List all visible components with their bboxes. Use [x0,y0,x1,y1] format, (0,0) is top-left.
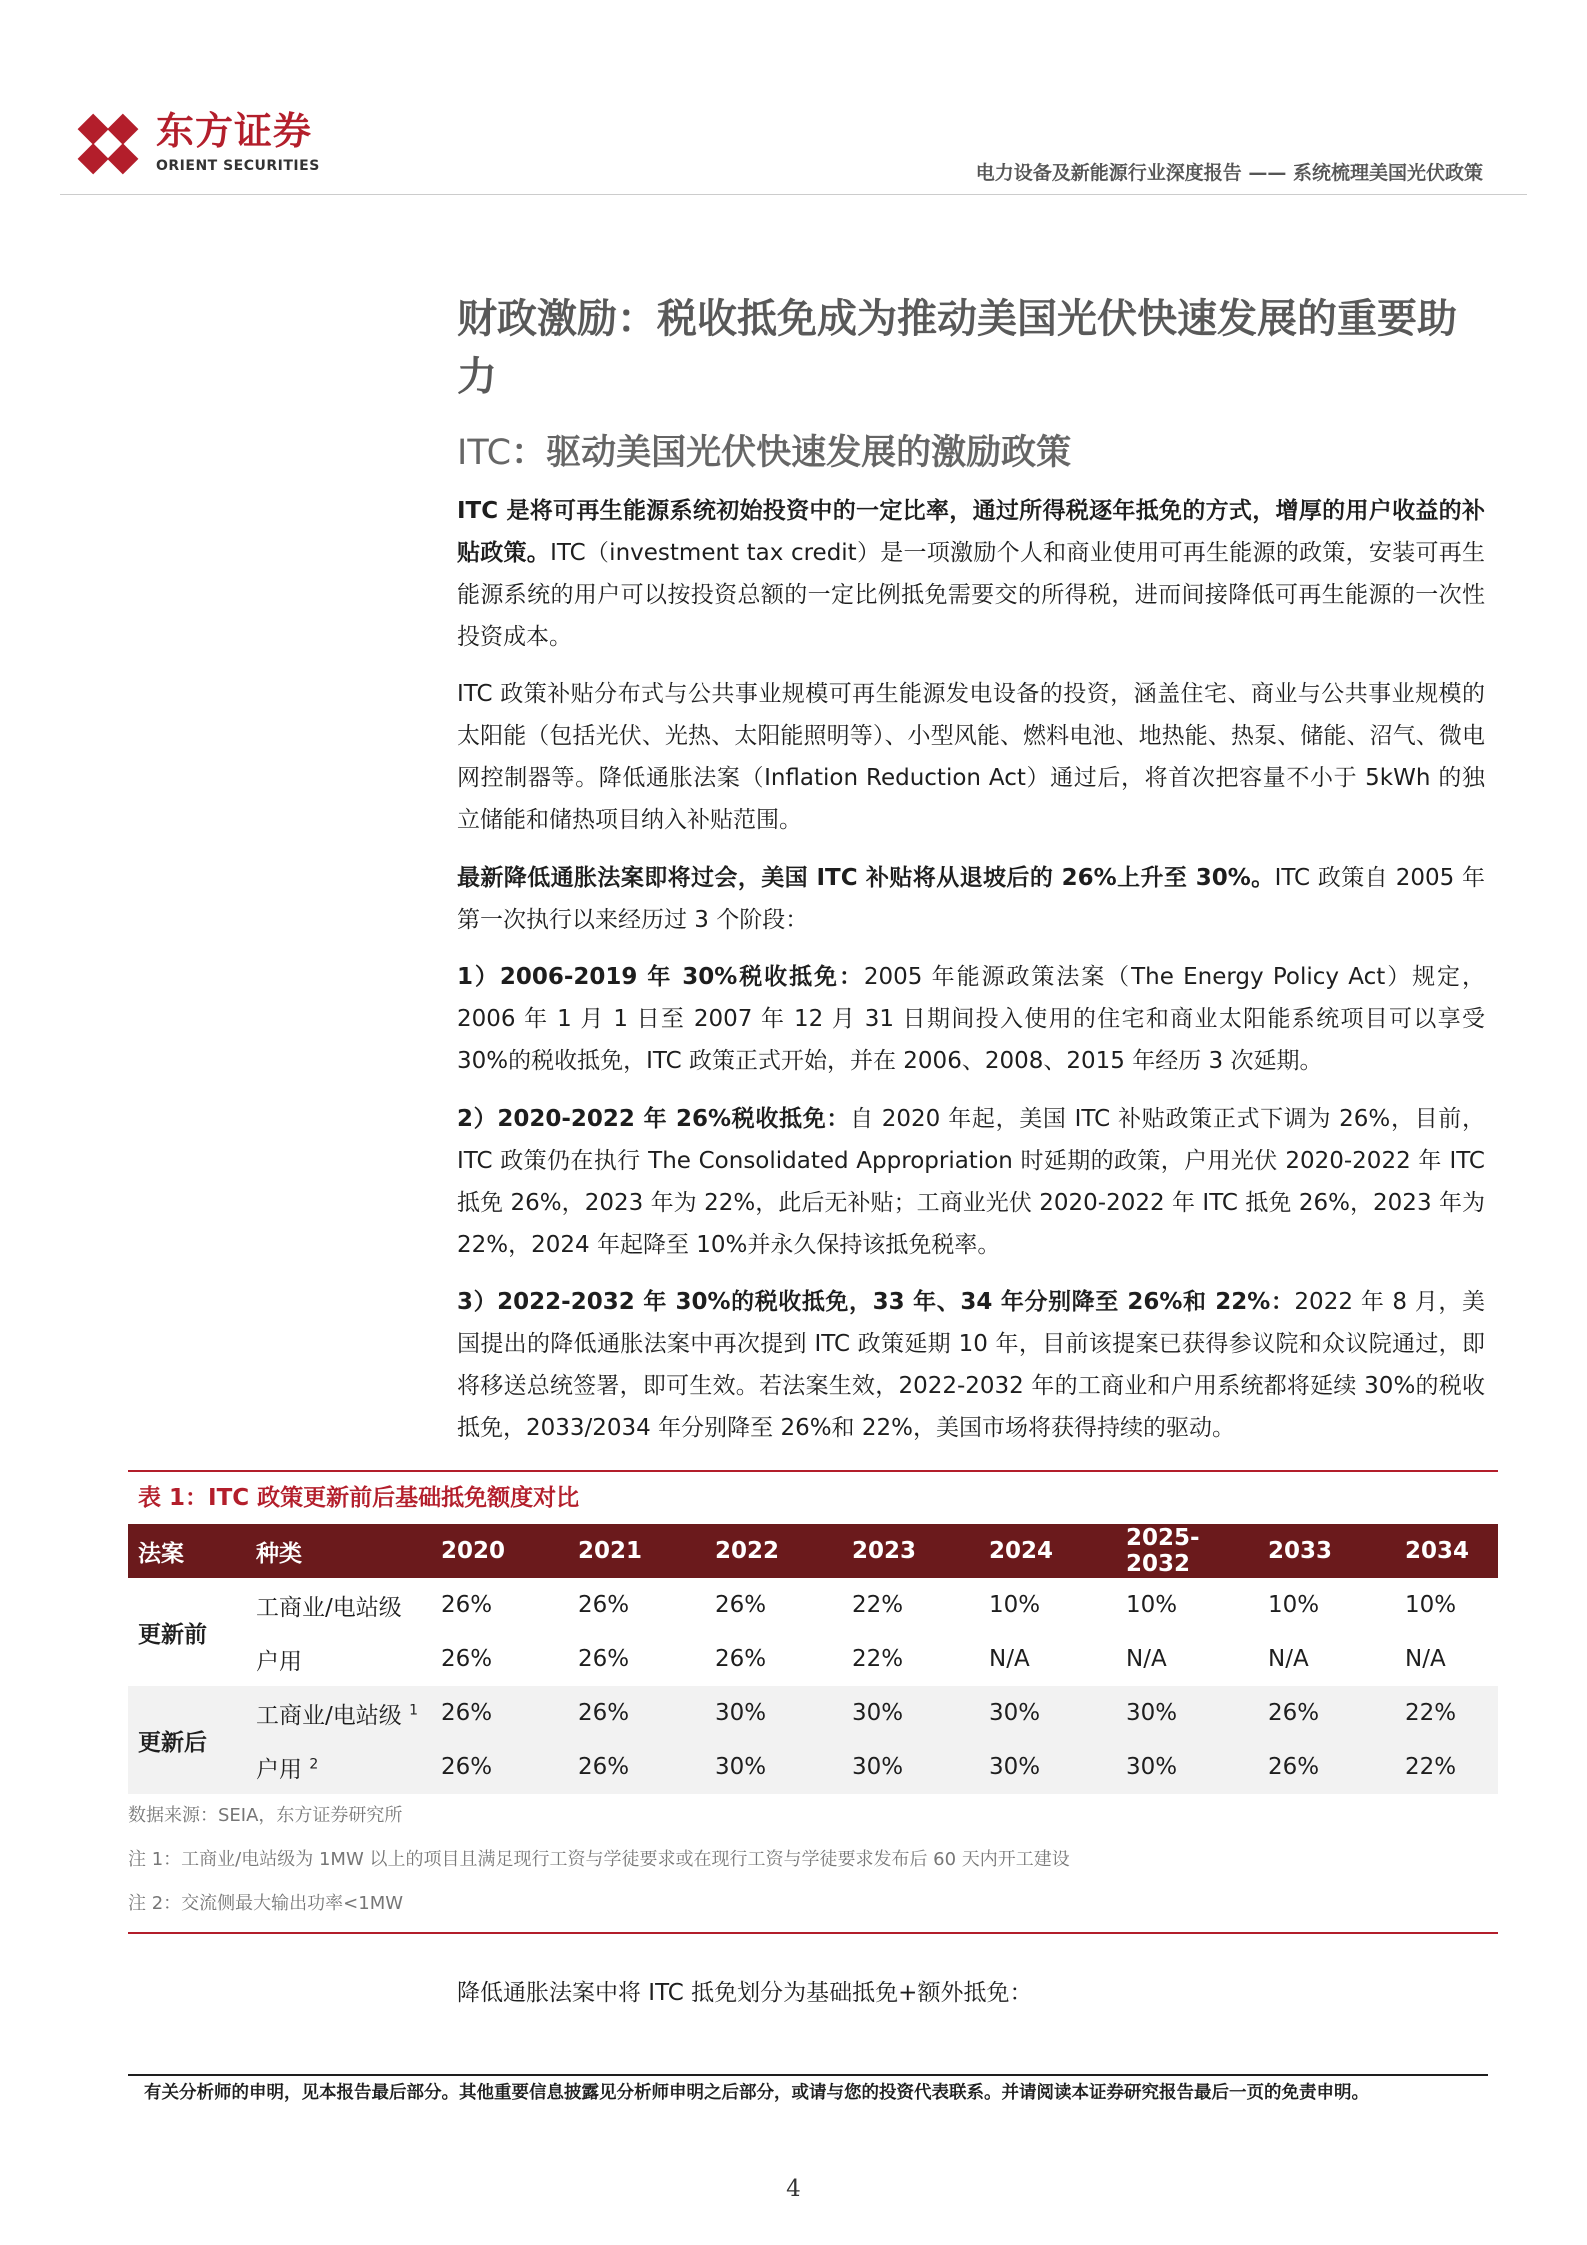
table-caption: 表 1：ITC 政策更新前后基础抵免额度对比 [138,1485,580,1511]
header-cell: 2022 [705,1524,842,1578]
value-cell: 22% [1395,1686,1498,1740]
footnote-marker: 2 [309,1755,319,1772]
value-cell: 26% [578,1592,630,1618]
table-source: 数据来源：SEIA，东方证券研究所 [128,1805,403,1826]
orient-securities-logo-icon [72,108,144,180]
header-cell: 种类 [246,1524,431,1578]
value-cell: 10% [989,1592,1041,1618]
paragraph-6-text: 2022 年 8 月，美国提出的降低通胀法案中再次提到 ITC 政策延期 10 年，目前该提案已获得参议院和众议院通过，即将移送总统签署，即可生效。若法案生效，2022-2032 年的工商业和户用系统都将延续 30%的税收抵免，2033/2034 年分别降至 26%和 22%，美国市场将获得持续的驱动。 [457,1289,1485,1441]
paragraph-5-text: 自 2020 年起，美国 ITC 补贴政策正式下调为 26%，目前，ITC 政策仍在执行 The Consolidated Appropriation 时延期的政策，户用光伏 2020-2022 年 ITC 抵免 26%，2023 年为 22%，此后无补贴；工商业光伏 2020-2022 年 ITC 抵免 26%，2023 年为 22%，2024 年起降至 10%并永久保持该抵免税率。 [457,1106,1485,1258]
table-header-row [128,1524,1498,1578]
value-cell: 10% [1126,1592,1178,1618]
logo-name-cn: 东方证券 [156,109,313,153]
header-cell: 2033 [1258,1524,1395,1578]
value-cell: 10% [1268,1592,1320,1618]
value-cell: N/A [989,1646,1030,1672]
value-cell: 26% [431,1686,568,1740]
logo-name-en: ORIENT SECURITIES [156,158,320,174]
value-cell: 26% [715,1646,767,1672]
itc-comparison-table [128,1524,1498,1794]
value-cell: 30% [842,1740,979,1794]
footer-disclaimer: 有关分析师的申明，见本报告最后部分。其他重要信息披露见分析师申明之后部分，或请与您的投资代表联系。并请阅读本证券研究报告最后一页的免责申明。 [144,2083,1369,2103]
value-cell: 30% [1116,1686,1258,1740]
value-cell: 30% [705,1740,842,1794]
table-note-1: 注 1：工商业/电站级为 1MW 以上的项目且满足现行工资与学徒要求或在现行工资与学徒要求发布后 60 天内开工建设 [128,1849,1070,1870]
header-cell: 2021 [568,1524,705,1578]
section-title: 财政激励：税收抵免成为推动美国光伏快速发展的重要助力 [457,296,1457,400]
paragraph-4-text: 2005 年能源政策法案（The Energy Policy Act）规定，2006 年 1 月 1 日至 2007 年 12 月 31 日期间投入使用的住宅和商业太阳能系统项目可以享受 30%的税收抵免，ITC 政策正式开始，并在 2006、2008、2015 年经历 3 次延期。 [457,964,1485,1074]
company-logo [72,108,362,178]
paragraph-3-lead: 最新降低通胀法案即将过会，美国 ITC 补贴将从退坡后的 26%上升至 30%。 [457,865,1275,891]
value-cell: N/A [1126,1646,1167,1672]
paragraph-3-text: ITC 政策自 2005 年第一次执行以来经历过 3 个阶段： [457,865,1485,933]
header-cell: 2020 [431,1524,568,1578]
page-number: 4 [786,2176,801,2202]
header-cell: 2034 [1395,1524,1498,1578]
paragraph-6 [457,1281,1485,1449]
type-cell [246,1740,431,1794]
paragraph-5-lead: 2）2020-2022 年 26%税收抵免： [457,1106,851,1132]
value-cell: 26% [1258,1740,1395,1794]
subtitle-cn: ：驱动美国光伏快速发展的激励政策 [511,433,1072,473]
section-subtitle [457,425,1485,481]
value-cell: 26% [441,1592,493,1618]
value-cell: 26% [1258,1686,1395,1740]
header-cell: 2024 [979,1524,1116,1578]
value-cell: 30% [842,1686,979,1740]
table-row [128,1740,1498,1794]
type-label: 户用 [256,1756,302,1783]
value-cell: 30% [705,1686,842,1740]
paragraph-3 [457,857,1485,941]
value-cell: 30% [979,1740,1116,1794]
law-cell: 更新后 [128,1686,246,1794]
value-cell: 22% [852,1592,904,1618]
report-title: 电力设备及新能源行业深度报告 —— 系统梳理美国光伏政策 [975,162,1483,184]
header-cell: 2023 [842,1524,979,1578]
type-cell: 户用 [256,1648,302,1675]
value-cell: 26% [715,1592,767,1618]
itc-table-block [128,1470,1498,1934]
paragraph-4-lead: 1）2006-2019 年 30%税收抵免： [457,964,864,990]
paragraph-2 [457,673,1485,841]
paragraph-1-lead: ITC 是将可再生能源系统初始投资中的一定比率，通过所得税逐年抵免的方式，增厚的用户收益的补贴政策。 [457,498,1485,566]
value-cell: N/A [1268,1646,1309,1672]
paragraph-2-text: ITC 政策补贴分布式与公共事业规模可再生能源发电设备的投资，涵盖住宅、商业与公共事业规模的太阳能（包括光伏、光热、太阳能照明等）、小型风能、燃料电池、地热能、热泵、储能、沼气、微电网控制器等。降低通胀法案（Inflation Reduction Act）通过后，将首次把容量不小于 5kWh 的独立储能和储热项目纳入补贴范围。 [457,681,1485,833]
type-label: 工商业/电站级 [256,1702,402,1729]
table-row [128,1578,1498,1632]
header-divider [60,194,1527,195]
paragraph-1-text: ITC（investment tax credit）是一项激励个人和商业使用可再生能源的政策，安装可再生能源系统的用户可以按投资总额的一定比例抵免需要交的所得税，进而间接降低可再生能源的一次性投资成本。 [457,540,1486,650]
value-cell: 26% [568,1740,705,1794]
table-bottom-rule [128,1932,1498,1934]
value-cell: 26% [578,1646,630,1672]
closing-sentence: 降低通胀法案中将 ITC 抵免划分为基础抵免+额外抵免： [457,1980,1033,2006]
paragraph-1 [457,490,1485,658]
value-cell: 26% [568,1686,705,1740]
value-cell: 22% [852,1646,904,1672]
footer-divider [128,2074,1488,2076]
header-cell: 2025-2032 [1116,1524,1258,1578]
value-cell: 30% [979,1686,1116,1740]
paragraph-6-lead: 3）2022-2032 年 30%的税收抵免，33 年、34 年分别降至 26%和 22%： [457,1289,1295,1315]
law-cell: 更新前 [138,1621,207,1648]
subtitle-latin: ITC [457,433,512,473]
value-cell: 10% [1405,1592,1457,1618]
value-cell: 22% [1395,1740,1498,1794]
type-cell: 工商业/电站级 [256,1594,402,1621]
value-cell: 26% [431,1740,568,1794]
value-cell: 26% [441,1646,493,1672]
footnote-marker: 1 [409,1701,418,1718]
paragraph-4 [457,956,1485,1082]
header-cell: 法案 [128,1524,246,1578]
value-cell: 30% [1116,1740,1258,1794]
table-note-2: 注 2：交流侧最大输出功率<1MW [128,1893,404,1914]
table-row [128,1686,1498,1740]
value-cell: N/A [1405,1646,1446,1672]
paragraph-5 [457,1098,1485,1266]
table-row [128,1632,1498,1686]
type-cell [246,1686,431,1740]
